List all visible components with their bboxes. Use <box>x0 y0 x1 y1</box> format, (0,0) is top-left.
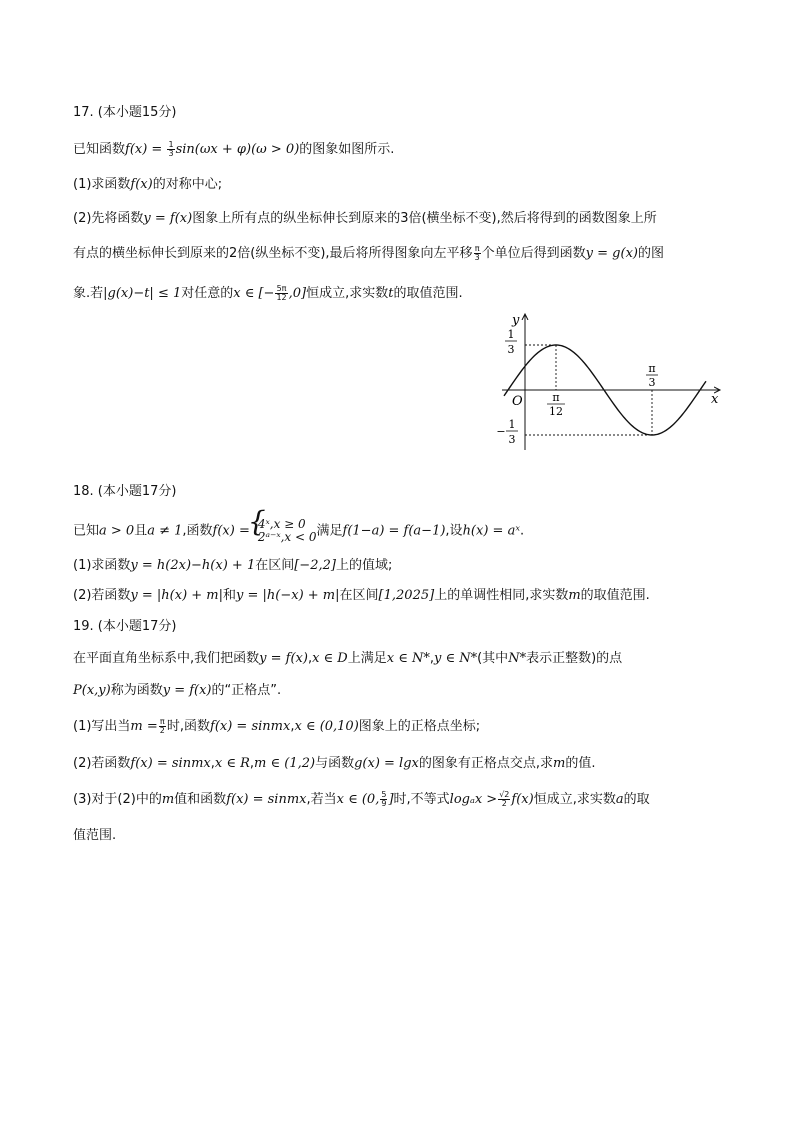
q17-part2-line3 <box>73 285 463 303</box>
text: 在平面直角坐标系中,我们把函数 <box>73 651 260 666</box>
text: (2)先将函数 <box>73 211 144 226</box>
math: x ∈ D <box>312 651 348 666</box>
q17-part2-line2 <box>73 245 664 263</box>
q19-line1 <box>73 650 622 668</box>
text: (1)写出当 <box>73 719 131 734</box>
q19-part1 <box>73 718 480 736</box>
text: 已知 <box>73 523 100 539</box>
text: 且 <box>134 523 148 539</box>
math: x ∈ N* <box>386 651 430 666</box>
math: x ∈ (0,10) <box>294 719 359 734</box>
q19-part2 <box>73 755 595 773</box>
math: m <box>553 756 566 771</box>
text: 个单位后得到函数 <box>481 246 586 261</box>
x-tick-pi-3 <box>646 362 658 389</box>
svg-text:3: 3 <box>508 433 516 446</box>
svg-text:π: π <box>648 362 656 375</box>
text: , <box>210 756 215 771</box>
text: 满足 <box>316 523 343 539</box>
q17-part1 <box>73 176 222 194</box>
y-tick-bottom <box>496 418 518 446</box>
text: 的对称中心; <box>152 177 223 192</box>
q19-line2 <box>73 682 281 700</box>
text: 的取值范围. <box>580 588 650 603</box>
text: 的取值范围. <box>393 286 463 301</box>
math: f(x) <box>511 792 534 807</box>
text: 的“正格点”. <box>211 683 282 698</box>
y-axis-label: y <box>512 313 520 328</box>
origin-label: O <box>512 394 523 409</box>
fraction: $\frac{1}{3}$ <box>168 140 174 158</box>
math: f(x) = <box>125 142 163 157</box>
text: 对任意的 <box>181 286 234 301</box>
text: 的取 <box>623 792 650 807</box>
math: m = <box>130 719 158 734</box>
text: (1)求函数 <box>73 558 131 573</box>
text: 值和函数 <box>174 792 227 807</box>
x-tick-pi-12 <box>547 391 565 418</box>
text: ,若当 <box>306 792 337 807</box>
math: g(x) = lgx <box>354 756 419 771</box>
math: h(x) = aˣ <box>462 523 520 539</box>
math: x ∈ R <box>214 756 250 771</box>
text: 在区间 <box>255 558 295 573</box>
math: f(x) = sinmx <box>130 756 211 771</box>
math: m <box>161 792 175 807</box>
text: 恒成立,求实数 <box>533 792 616 807</box>
svg-text:−: − <box>496 425 506 438</box>
q17-stem <box>73 141 394 159</box>
text: 恒成立,求实数 <box>306 286 389 301</box>
text: 的图象如图所示. <box>299 142 395 157</box>
text: 在区间 <box>339 588 379 603</box>
math: y ∈ N* <box>434 651 478 666</box>
text: (其中 <box>477 651 509 666</box>
text: 的图象有正格点交点,求 <box>418 756 553 771</box>
fraction: $\frac{5}{9}$ <box>381 790 387 808</box>
svg-text:1: 1 <box>507 328 515 341</box>
math: |g(x)−t| ≤ 1 <box>103 286 182 301</box>
svg-text:1: 1 <box>508 418 516 431</box>
fraction: $\frac{\pi}{2}$ <box>159 717 165 735</box>
svg-text:π: π <box>552 391 560 404</box>
math: a > 0 <box>99 523 135 539</box>
math: y = f(x) <box>143 211 193 226</box>
text: 象.若 <box>73 286 104 301</box>
text: 有点的横坐标伸长到原来的2倍(纵坐标不变),最后将所得图象向左平移 <box>73 246 473 261</box>
q18-part2 <box>73 587 650 605</box>
text: 与函数 <box>315 756 355 771</box>
text: . <box>519 523 525 539</box>
math: y = h(2x)−h(x) + 1 <box>130 558 256 573</box>
text: , <box>307 651 313 666</box>
math: f(x) = sinmx <box>226 792 307 807</box>
text: 上的值域; <box>335 558 393 573</box>
text: 图象上的正格点坐标; <box>358 719 481 734</box>
svg-text:3: 3 <box>648 376 656 389</box>
text: (2)若函数 <box>73 756 131 771</box>
text: 时,不等式 <box>393 792 450 807</box>
fraction: $\frac{5\pi}{12}$ <box>276 284 287 302</box>
math: y = f(x) <box>162 683 212 698</box>
q18-header: 18. (本小题17分) <box>73 484 177 499</box>
text: 表示正整数)的点 <box>526 651 623 666</box>
text: (2)若函数 <box>73 588 131 603</box>
math: f(x) = sinmx <box>210 719 291 734</box>
text: ,设 <box>445 523 463 539</box>
text: 上满足 <box>347 651 387 666</box>
text: 的值. <box>565 756 596 771</box>
text: 上的单调性相同,求实数 <box>434 588 569 603</box>
y-tick-top <box>505 328 517 356</box>
math: a <box>615 792 624 807</box>
text: 的图 <box>637 246 664 261</box>
q17-header: 17. (本小题15分) <box>73 105 177 120</box>
math: x ∈ [− <box>233 286 275 301</box>
math: P(x,y) <box>73 683 111 698</box>
math: y = |h(−x) + m| <box>236 588 340 603</box>
math: f(1−a) = f(a−1) <box>342 523 446 539</box>
q19-part3-line2: 值范围. <box>73 828 117 843</box>
q17-part2-line1 <box>73 210 657 228</box>
q19-part3 <box>73 791 650 809</box>
text: , <box>249 756 255 771</box>
math: y = f(x) <box>259 651 308 666</box>
math: f(x) <box>130 177 153 192</box>
text: 称为函数 <box>110 683 163 698</box>
q18-stem <box>73 518 524 545</box>
text: 时,函数 <box>166 719 211 734</box>
fraction: $\frac{√2}{2}$ <box>499 790 510 808</box>
math: y = |h(x) + m| <box>130 588 224 603</box>
math: ] <box>388 792 394 807</box>
text: 已知函数 <box>73 142 126 157</box>
text: 图象上所有点的纵坐标伸长到原来的3倍(横坐标不变),然后将得到的函数图象上所 <box>192 211 657 226</box>
svg-text:12: 12 <box>549 405 563 418</box>
text: , <box>429 651 434 666</box>
x-axis-label: x <box>711 392 719 407</box>
q18-part1 <box>73 557 392 575</box>
text: (3)对于(2)中的 <box>73 792 162 807</box>
math: sin(ωx + φ)(ω > 0) <box>175 142 300 157</box>
math: t <box>388 286 394 301</box>
q19-header: 19. (本小题17分) <box>73 619 177 634</box>
math: m <box>568 588 581 603</box>
math: logₐx > <box>449 792 498 807</box>
fraction: $\frac{\pi}{3}$ <box>474 244 480 262</box>
math: a ≠ 1 <box>147 523 183 539</box>
math: [1,2025] <box>378 588 435 603</box>
text: 和 <box>223 588 237 603</box>
text: , <box>290 719 295 734</box>
math: x ∈ (0, <box>336 792 380 807</box>
math: ,0] <box>288 286 307 301</box>
math: N* <box>508 651 527 666</box>
text: ,函数 <box>182 523 213 539</box>
math: [−2,2] <box>294 558 336 573</box>
svg-text:3: 3 <box>507 343 515 356</box>
sine-graph <box>498 310 728 455</box>
math: f(x) = <box>212 523 250 539</box>
math: m ∈ (1,2) <box>254 756 316 771</box>
math: y = g(x) <box>585 246 638 261</box>
piecewise-function: { 4ˣ,x ≥ 0 2ᵃ⁻ˣ,x < 0 <box>250 518 317 544</box>
text: (1)求函数 <box>73 177 131 192</box>
